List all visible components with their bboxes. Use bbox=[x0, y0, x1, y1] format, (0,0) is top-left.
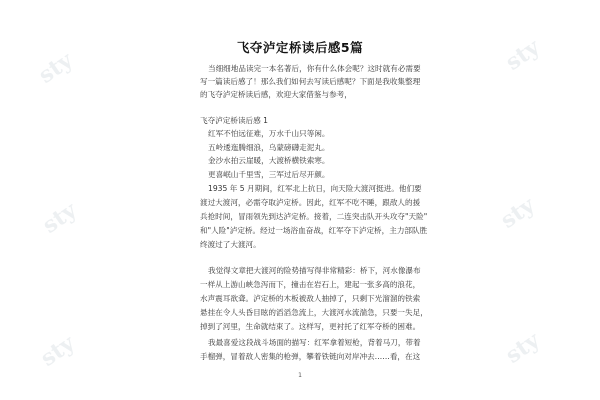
poem-line: 更喜岷山千里雪，三军过后尽开颜。 bbox=[208, 170, 330, 179]
poem-line: 五岭逶迤腾细浪，乌蒙磅礴走泥丸。 bbox=[208, 143, 330, 152]
paragraph-line: 我最喜爱这段战斗场面的描写：红军拿着短枪，背着马刀，带着 bbox=[208, 338, 421, 347]
paragraph-line: 一样从上游山峡急泻而下，撞击在岩石上，建起一张多高的浪花， bbox=[200, 280, 421, 289]
paragraph-line: 兵抢时间，冒雨领先到达泸定桥。接着，二连突击队开头攻夺"天险" bbox=[200, 212, 428, 221]
paragraph-line: 掉到了河里，生命就结束了。这样写，更衬托了红军夺桥的困难。 bbox=[200, 322, 421, 331]
intro-line: 写一篇读后感了！那么我们如何去写读后感呢？下面是我收集整理 bbox=[200, 77, 421, 86]
paragraph-line: 渡过大渡河，必需夺取泸定桥。因此，红军不吃不睡，跟敌人的援 bbox=[200, 198, 421, 207]
watermark-text: sty bbox=[33, 47, 78, 89]
watermark-text: sty bbox=[500, 34, 545, 76]
section-heading: 飞夺泸定桥读后感 1 bbox=[200, 116, 268, 125]
paragraph-line: 我觉得文章把大渡河的险势描写得非常精彩：桥下，河水像瀑布 bbox=[208, 266, 421, 275]
paragraph-line: 1935 年 5 月期间，红军北上抗日，向天险大渡河挺进。他们要 bbox=[208, 184, 422, 193]
paragraph-line: 悬挂在令人头昏目眩的滔滔急流上，大渡河水流湍急，只要一失足， bbox=[200, 308, 428, 317]
document-title: 飞夺泸定桥读后感5篇 bbox=[236, 40, 364, 55]
watermark-text: sty bbox=[495, 192, 540, 234]
paragraph-line: 终渡过了大渡河。 bbox=[200, 240, 261, 249]
watermark-text: sty bbox=[500, 327, 545, 369]
paragraph-line: 和"人险"泸定桥。经过一场浴血奋战，红军夺下泸定桥，主力部队胜 bbox=[200, 226, 428, 235]
intro-line: 的飞夺泸定桥读后感，欢迎大家借鉴与参考， bbox=[200, 90, 352, 99]
poem-line: 金沙水拍云崖暖，大渡桥横铁索寒。 bbox=[208, 156, 330, 165]
page-number: 1 bbox=[298, 372, 302, 379]
watermark-text: sty bbox=[35, 330, 80, 372]
intro-line: 当细细地品读完一本名著后，你有什么体会呢？这时就有必需要 bbox=[208, 64, 421, 73]
poem-line: 红军不怕远征难，万水千山只等闲。 bbox=[208, 129, 330, 138]
watermark-text: sty bbox=[37, 197, 82, 239]
paragraph-line: 手榴弹，冒着敌人密集的枪弹，攀着铁链向对岸冲去……看，在这 bbox=[200, 352, 421, 361]
paragraph-line: 水声震耳欲聋。泸定桥的木板被敌人抽掉了，只剩下光溜溜的铁索 bbox=[200, 294, 421, 303]
